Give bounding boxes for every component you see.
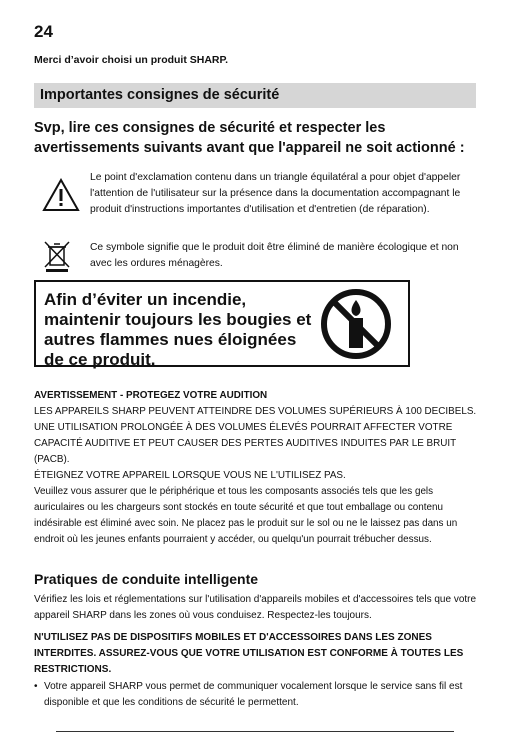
- thanks-line: Merci d’avoir choisi un produit SHARP.: [34, 54, 229, 66]
- driving-bullet-text: Votre appareil SHARP vous permet de communiquer vocalement lorsque le service sans fil est disponible et que les conditions de sécurité le permettent.: [44, 681, 463, 708]
- bottom-divider: [56, 731, 454, 732]
- bullet-icon: •: [34, 681, 38, 692]
- fire-warning-box: [34, 280, 410, 367]
- warning-triangle-icon: [42, 178, 80, 217]
- driving-title: Pratiques de conduite intelligente: [34, 571, 259, 587]
- driving-text: Vérifiez les lois et réglementations sur l'utilisation d'appareils mobiles et d'accessoires tels que votre appareil SHARP dans les zones où vous conduisez. Respectez-les toujours.: [34, 594, 477, 621]
- hearing-body-text: Veuillez vous assurer que le périphérique et tous les composants associés tels que les gels auriculaires ou les chargeurs sont stockés en toute sécurité et que tout emballage ou contenu indésirable est éliminé avec soin. Ne placez pas le produit sur le sol ou ne le laissez pas dans un endroit où les jeunes enfants pourraient y accéder, ou quelqu'un pourrait trébucher dessus.: [34, 486, 458, 545]
- crossed-bin-icon: [42, 240, 72, 279]
- no-candle-icon: [318, 288, 394, 365]
- driving-warning: N'UTILISEZ PAS DE DISPOSITIFS MOBILES ET D'ACCESSOIRES DANS LES ZONES INTERDITES. ASSUREZ-VOUS QUE VOTRE UTILISATION EST CONFORME À TOUTES LES RESTRICTIONS.: [34, 632, 464, 675]
- warning-recycle-text: Ce symbole signifie que le produit doit être éliminé de manière écologique et non avec les ordures ménagères.: [90, 242, 459, 269]
- hearing-caps-text-2: ÉTEIGNEZ VOTRE APPAREIL LORSQUE VOUS NE L'UTILISEZ PAS.: [34, 470, 346, 481]
- fire-warning-text: Afin d’éviter un incendie, maintenir toujours les bougies et autres flammes nues éloignées de ce produit.: [44, 290, 312, 369]
- hearing-title: AVERTISSEMENT - PROTEGEZ VOTRE AUDITION: [34, 390, 268, 401]
- warning-exclamation-text: Le point d'exclamation contenu dans un triangle équilatéral a pour objet d'appeler l'attention de l'utilisateur sur la présence dans la documentation accompagnant le produit d'instructions importantes d'utilisation et d'entretien (de réparation).: [90, 172, 461, 215]
- hearing-section: [34, 388, 478, 548]
- intro-title: Svp, lire ces consignes de sécurité et respecter les avertissements suivants avant que l'appareil ne soit actionné :: [34, 120, 465, 156]
- page-number: 24: [34, 22, 53, 41]
- hearing-caps-text: LES APPAREILS SHARP PEUVENT ATTEINDRE DES VOLUMES SUPÉRIEURS À 100 DECIBELS. UNE UTILISATION PROLONGÉE À DES VOLUMES ÉLEVÉS POURRAIT AFFECTER VOTRE CAPACITÉ AUDITIVE ET PEUT CAUSER DES PERTES AUDITIVES INDUITES PAR LE BRUIT (PACB).: [34, 406, 477, 465]
- section-title: Importantes consignes de sécurité: [34, 83, 476, 108]
